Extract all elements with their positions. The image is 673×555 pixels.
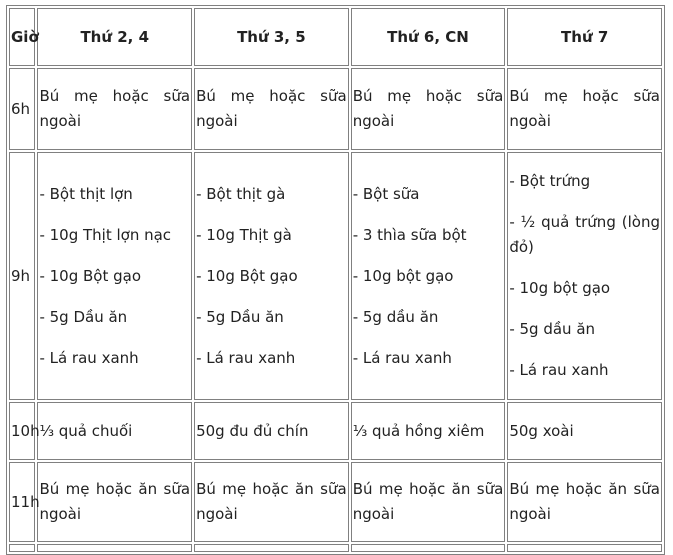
table-cell (9, 544, 35, 552)
table-cell (351, 544, 506, 552)
ingredient-item: đỏ) (509, 238, 534, 256)
time-cell: 9h (9, 152, 35, 400)
table-cell (351, 152, 506, 400)
cell-line: Bú mẹ hoặc ăn sữa (509, 480, 660, 498)
ingredient-item: - Lá rau xanh (39, 348, 139, 367)
ingredient-item: - Lá rau xanh (196, 348, 296, 367)
cell-line: ngoài (39, 112, 82, 130)
time-cell: 10h (9, 402, 35, 460)
table-cell (194, 544, 349, 552)
ingredient-item: - 5g Dầu ăn (39, 307, 128, 326)
cell-line: Bú mẹ hoặc sữa (39, 87, 191, 105)
cell-line: Bú mẹ hoặc sữa (352, 87, 504, 105)
table-cell (507, 462, 662, 542)
cell-line: ngoài (509, 112, 551, 130)
ingredient-item: - 5g Dầu ăn (196, 307, 284, 326)
table-cell (194, 152, 349, 400)
feeding-schedule-table (6, 5, 665, 555)
cell-line: Bú mẹ hoặc ăn sữa (196, 480, 347, 498)
cell-line: Bú mẹ hoặc sữa (509, 87, 660, 105)
table-cell (194, 68, 349, 150)
ingredient-item: - 10g Bột gạo (39, 266, 142, 285)
ingredient-item: - 10g Thịt gà (196, 225, 292, 244)
table-row (9, 462, 662, 542)
ingredient-item: - ½ quả trứng (lòng (509, 213, 660, 231)
table-cell (37, 462, 192, 542)
table-cell: ⅓ quả hồng xiêm (351, 402, 506, 460)
ingredient-item: - Bột sữa (352, 184, 420, 203)
table-cell: 50g đu đủ chín (194, 402, 349, 460)
ingredient-item: - 5g dầu ăn (509, 320, 596, 338)
ingredient-item: - 5g dầu ăn (352, 307, 439, 326)
table-cell (351, 68, 506, 150)
cell-line: Bú mẹ hoặc ăn sữa (39, 480, 191, 498)
time-cell: 6h (9, 68, 35, 150)
ingredient-item: - Lá rau xanh (352, 348, 452, 367)
table-cell (194, 462, 349, 542)
cell-line: ngoài (196, 112, 238, 130)
ingredient-item: - Lá rau xanh (509, 361, 609, 379)
ingredient-item: - 10g bột gạo (509, 279, 611, 297)
table-row (9, 402, 662, 460)
ingredient-item: - 10g Thịt lợn nạc (39, 225, 172, 244)
time-cell: 11h (9, 462, 35, 542)
header-row (9, 8, 662, 66)
cell-line: ngoài (39, 505, 82, 523)
header-tue-thu: Thứ 3, 5 (194, 8, 349, 66)
table-cell (37, 68, 192, 150)
ingredient-item: - 10g bột gạo (352, 266, 454, 285)
cell-line: Bú mẹ hoặc ăn sữa (352, 480, 504, 498)
ingredient-item: - 10g Bột gạo (196, 266, 298, 285)
cell-line: Bú mẹ hoặc sữa (196, 87, 347, 105)
cell-line: ngoài (509, 505, 551, 523)
ingredient-item: - Bột trứng (509, 172, 591, 190)
cell-line: ngoài (352, 112, 395, 130)
cell-line: ngoài (196, 505, 238, 523)
table-cell: ⅓ quả chuối (37, 402, 192, 460)
table-cell (507, 68, 662, 150)
header-sat: Thứ 7 (507, 8, 662, 66)
ingredient-item: - 3 thìa sữa bột (352, 225, 467, 244)
table-row-partial (9, 544, 662, 552)
ingredient-item: - Bột thịt lợn (39, 184, 133, 203)
table-row (9, 152, 662, 400)
table-cell (37, 544, 192, 552)
table-cell (351, 462, 506, 542)
table-cell (507, 544, 662, 552)
table-cell (507, 152, 662, 400)
cell-line: ngoài (352, 505, 395, 523)
ingredient-item: - Bột thịt gà (196, 184, 286, 203)
table-cell: 50g xoài (507, 402, 662, 460)
header-mon-wed: Thứ 2, 4 (37, 8, 192, 66)
header-fri-sun: Thứ 6, CN (351, 8, 506, 66)
table-cell (37, 152, 192, 400)
header-time: Giờ (9, 8, 35, 66)
table-row (9, 68, 662, 150)
